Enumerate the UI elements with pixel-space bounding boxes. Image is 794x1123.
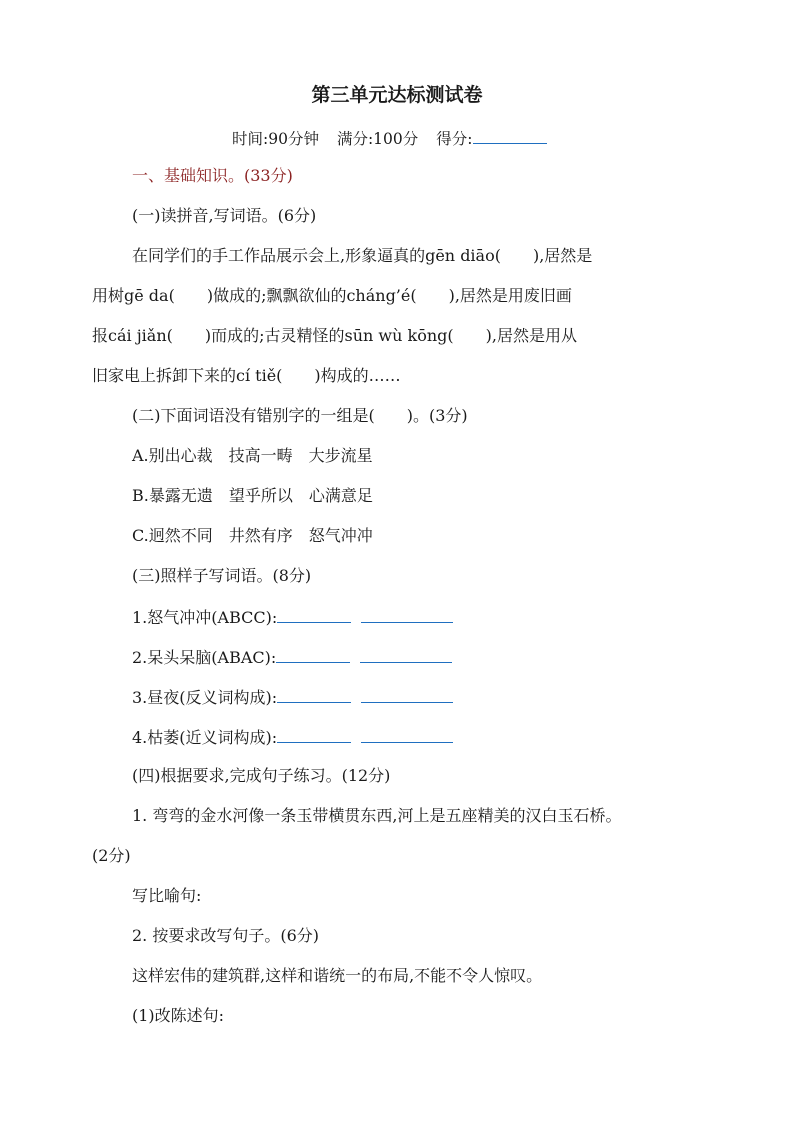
score-label: 得分: [436,130,473,148]
answer-blank[interactable] [361,686,453,703]
part3-heading: (三)照样子写词语。(8分) [132,566,312,585]
part4-q2-sub1: (1)改陈述句: [132,1006,225,1025]
answer-blank[interactable] [361,606,453,623]
time-limit: 时间:90分钟 [232,130,319,148]
part3-item-2 [132,646,452,668]
part4-heading: (四)根据要求,完成句子练习。(12分) [132,766,391,785]
full-score: 满分:100分 [336,130,419,148]
answer-blank[interactable] [276,646,350,663]
page-title: 第三单元达标测试卷 [311,84,483,106]
part4-q2-heading: 2. 按要求改写句子。(6分) [132,926,320,945]
part3-item-label: 1.怒气冲冲(ABCC): [132,608,278,627]
part4-q2-sentence: 这样宏伟的建筑群,这样和谐统一的布局,不能不令人惊叹。 [132,966,543,985]
answer-blank[interactable] [361,726,453,743]
option-a: A.别出心裁 技高一畴 大步流星 [132,446,373,465]
part3-item-4 [132,726,453,748]
part4-q1-prompt: 写比喻句: [132,886,202,905]
part3-item-1 [132,606,453,628]
part1-line-1: 在同学们的手工作品展示会上,形象逼真的gēn diāo( ),居然是 [132,246,593,265]
part3-item-label: 3.昼夜(反义词构成): [132,688,278,707]
part1-heading: (一)读拼音,写词语。(6分) [132,206,317,225]
part1-line-3: 报cái jiǎn( )而成的;古灵精怪的sūn wù kōng( ),居然是用从 [92,326,577,345]
answer-blank[interactable] [277,686,351,703]
part4-q1-line-2: (2分) [92,846,131,865]
option-b: B.暴露无遗 望乎所以 心满意足 [132,486,373,505]
exam-meta [232,127,547,149]
part2-heading: (二)下面词语没有错别字的一组是( )。(3分) [132,406,468,425]
answer-blank[interactable] [277,726,351,743]
part3-item-label: 4.枯萎(近义词构成): [132,728,278,747]
section-heading: 一、基础知识。(33分) [132,166,293,185]
part3-item-3 [132,686,453,708]
answer-blank[interactable] [277,606,351,623]
answer-blank[interactable] [360,646,452,663]
score-blank[interactable] [473,127,547,144]
part1-line-4: 旧家电上拆卸下来的cí tiě( )构成的…… [92,366,401,385]
option-c: C.迥然不同 井然有序 怒气冲冲 [132,526,373,545]
part1-line-2: 用树gē da( )做成的;飘飘欲仙的cháng’é( ),居然是用废旧画 [92,286,572,305]
part3-item-label: 2.呆头呆脑(ABAC): [132,648,277,667]
part4-q1-line-1: 1. 弯弯的金水河像一条玉带横贯东西,河上是五座精美的汉白玉石桥。 [132,806,622,825]
